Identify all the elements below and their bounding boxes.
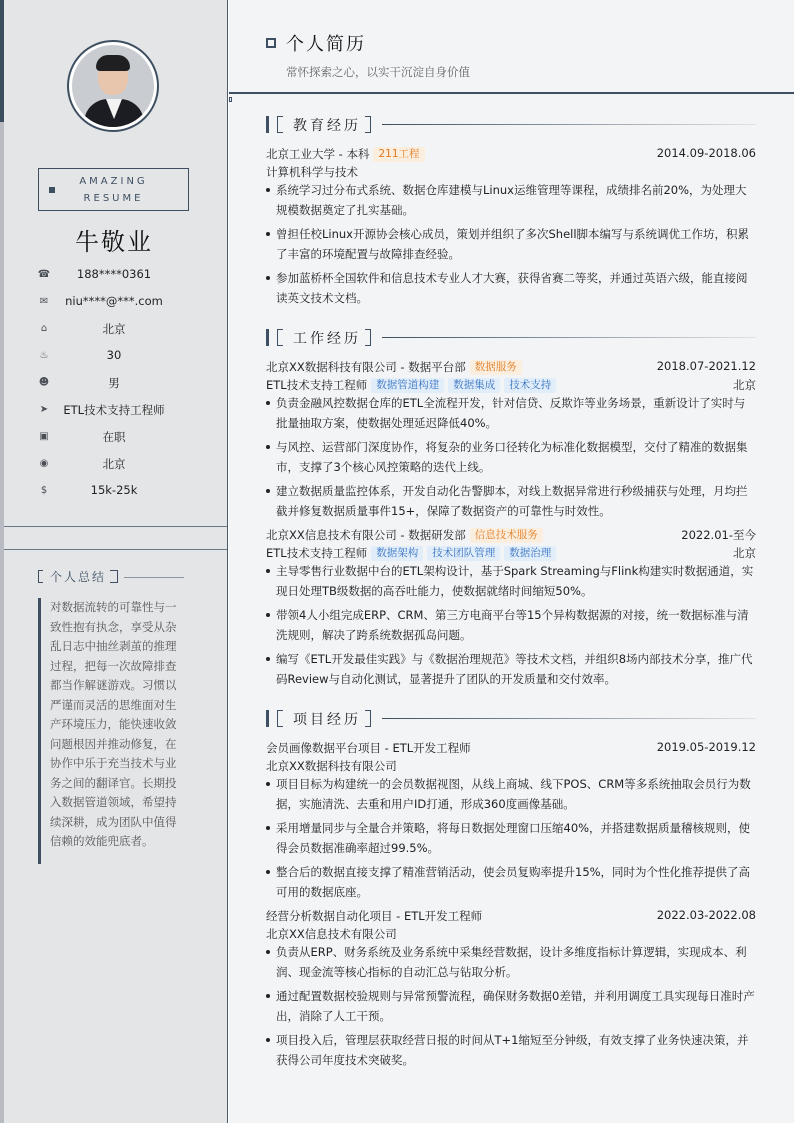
list-item: 主导零售行业数据中台的ETL架构设计，基于Spark Streaming与Flink构建实时数据通道，实现日处理TB级数据的高吞吐能力，使数据就绪时间缩短50%。 [266, 561, 756, 601]
birthday-cake-icon: ♨ [39, 349, 49, 361]
job-role: ETL技术支持工程师 [266, 546, 368, 560]
section-work-heading [266, 329, 756, 347]
education-date: 2014.09-2018.06 [656, 146, 756, 160]
list-item: 带领4人小组完成ERP、CRM、第三方电商平台等15个异构数据源的对接，统一数据标准与清洗规则，解决了跨系统数据孤岛问题。 [266, 605, 756, 645]
list-item: 参加蓝桥杯全国软件和信息技术专业人才大赛，获得省赛二等奖，并通过英语六级，能直接阅读英文技术文档。 [266, 268, 756, 308]
list-item: 建立数据质量监控体系，开发自动化告警脚本，对线上数据异常进行秒级捕获与处理，月均拦截并修复数据质量事件15+，保障了数据资产的可靠性与时效性。 [266, 481, 756, 521]
summary-text: 对数据流转的可靠性与一致性抱有执念，享受从杂乱日志中抽丝剥茧的推理过程，把每一次故障排查都当作解谜游戏。习惯以严谨而灵活的思维面对生产环境压力，能快速收敛问题根因并推动修复，在协作中乐于充当技术与业务之间的翻译官。长期投入数据管道领域，希望持续深耕，成为团队中值得信赖的效能兜底者。 [38, 598, 184, 864]
skill-tag: 数据管道构建 [371, 378, 444, 393]
money-icon: $ [40, 484, 48, 496]
avatar [67, 40, 159, 132]
tag-line-2: RESUME [83, 193, 144, 204]
section-projects-heading [266, 710, 756, 728]
info-salary-text: 15k-25k [90, 483, 138, 497]
industry-badge: 数据服务 [470, 360, 522, 375]
job-date: 2022.01-至今 [681, 528, 756, 542]
info-age [0, 343, 228, 370]
list-item: 曾担任校Linux开源协会核心成员，策划并组织了多次Shell脚本编写与系统调优工作坊，积累了丰富的环境配置与故障排查经验。 [266, 224, 756, 264]
list-item: 项目投入后，管理层获取经营日报的时间从T+1缩短至分钟级，有效支撑了业务快速决策，并获得公司年度技术突破奖。 [266, 1030, 756, 1070]
amazing-resume-tag [38, 168, 189, 211]
info-salary [0, 478, 228, 505]
skill-tag: 数据架构 [371, 546, 423, 561]
project-name: 经营分析数据自动化项目 - ETL开发工程师 [266, 909, 483, 923]
summary-heading [38, 568, 188, 584]
project-row [266, 908, 756, 925]
info-location [0, 451, 228, 478]
project-bullets [266, 942, 756, 1074]
sidebar-edge [0, 0, 4, 1123]
section-title: 项目经历 [293, 712, 361, 728]
list-item: 负责从ERP、财务系统及业务系统中采集经营数据，设计多维度指标计算逻辑，实现成本、利润、现金流等核心指标的自动汇总与钻取分析。 [266, 942, 756, 982]
school-badge: 211工程 [373, 147, 424, 162]
mail-icon: ✉ [39, 295, 49, 307]
job-bullets [266, 561, 756, 693]
project-company-row [266, 758, 756, 775]
list-item: 编写《ETL开发最佳实践》与《数据治理规范》等技术文档，并组织8场内部技术分享，推广代码Review与自动化测试，显著提升了团队的开发质量和交付效率。 [266, 649, 756, 689]
location-pin-icon: ◉ [39, 457, 49, 469]
sidebar-divider [4, 526, 227, 527]
project-company: 北京XX数据科技有限公司 [266, 759, 397, 773]
page-title: 个人简历 [286, 34, 366, 55]
company-name: 北京XX数据科技有限公司 - 数据平台部 [266, 360, 466, 374]
job-role: ETL技术支持工程师 [266, 378, 368, 392]
summary-title: 个人总结 [50, 570, 107, 584]
title-square-icon [266, 38, 276, 48]
home-icon: ⌂ [40, 322, 48, 334]
job-row [266, 527, 756, 544]
skill-tag: 数据集成 [448, 378, 500, 393]
list-item: 采用增量同步与全量合并策略，将每日数据处理窗口压缩40%，并搭建数据质量稽核规则，使得会员数据准确率超过99.5%。 [266, 818, 756, 858]
sidebar-edge-accent [0, 0, 4, 122]
skill-tag: 技术团队管理 [427, 546, 500, 561]
list-item: 项目目标为构建统一的会员数据视图，从线上商城、线下POS、CRM等多系统抽取会员行为数据，实施清洗、去重和用户ID打通，形成360度画像基础。 [266, 774, 756, 814]
skill-tag: 数据治理 [504, 546, 556, 561]
list-item: 整合后的数据直接支撑了精准营销活动，使会员复购率提升15%，同时为个性化推荐提供了高可用的数据底座。 [266, 862, 756, 902]
sidebar-divider [4, 549, 227, 550]
contact-info-list [0, 262, 228, 505]
info-email-text: niu****@***.com [65, 294, 163, 308]
job-city: 北京 [733, 546, 756, 560]
briefcase-icon: ▣ [39, 430, 49, 442]
list-item: 通过配置数据校验规则与异常预警流程，确保财务数据0差错，并利用调度工具实现每日准时产出，消除了人工干预。 [266, 986, 756, 1026]
project-company: 北京XX信息技术有限公司 [266, 927, 397, 941]
section-education-heading [266, 116, 756, 134]
info-status-text: 在职 [102, 430, 126, 444]
section-title: 工作经历 [293, 331, 361, 347]
school-name: 北京工业大学 - 本科 [266, 147, 370, 161]
header-divider-mark [229, 97, 232, 102]
sidebar [0, 0, 228, 1123]
job-row [266, 359, 756, 376]
page-subtitle: 常怀探索之心，以实干沉淀自身价值 [286, 65, 470, 79]
job-bullets [266, 393, 756, 525]
info-gender-text: 男 [108, 376, 120, 390]
project-company-row [266, 926, 756, 943]
list-item: 负责金融风控数据仓库的ETL全流程开发，针对信贷、反欺诈等业务场景，重新设计了实时与批量抽取方案，使数据处理延迟降低40%。 [266, 393, 756, 433]
major-row [266, 164, 756, 181]
info-gender [0, 370, 228, 397]
info-home [0, 316, 228, 343]
job-role-row [266, 377, 756, 394]
company-name: 北京XX信息技术有限公司 - 数据研发部 [266, 528, 466, 542]
project-bullets [266, 774, 756, 906]
info-phone [0, 262, 228, 289]
face-icon: ☻ [38, 376, 50, 388]
section-title: 教育经历 [293, 118, 361, 134]
job-city: 北京 [733, 378, 756, 392]
project-name: 会员画像数据平台项目 - ETL开发工程师 [266, 741, 471, 755]
job-date: 2018.07-2021.12 [656, 359, 756, 373]
info-home-text: 北京 [102, 322, 126, 336]
list-item: 系统学习过分布式系统、数据仓库建模与Linux运维管理等课程，成绩排名前20%，为处理大规模数据奠定了扎实基础。 [266, 180, 756, 220]
paper-plane-icon: ➤ [39, 403, 49, 415]
project-date: 2022.03-2022.08 [656, 908, 756, 922]
education-row [266, 146, 756, 163]
major: 计算机科学与技术 [266, 165, 358, 179]
header-divider [229, 92, 794, 94]
list-item: 与风控、运营部门深度协作，将复杂的业务口径转化为标准化数据模型，交付了精准的数据集市，支撑了3个核心风控策略的迭代上线。 [266, 437, 756, 477]
project-row [266, 740, 756, 757]
info-status [0, 424, 228, 451]
phone-icon: ☎ [37, 268, 51, 280]
job-role-row [266, 545, 756, 562]
info-email [0, 289, 228, 316]
tag-line-1: AMAZING [79, 176, 148, 187]
info-phone-text: 188****0361 [76, 267, 152, 281]
avatar-photo [72, 45, 154, 127]
candidate-name: 牛敬业 [75, 228, 153, 256]
info-location-text: 北京 [102, 457, 126, 471]
project-date: 2019.05-2019.12 [656, 740, 756, 754]
education-bullets [266, 180, 756, 312]
main-content [229, 0, 794, 1123]
info-position-text: ETL技术支持工程师 [63, 403, 165, 417]
info-age-text: 30 [106, 348, 122, 362]
skill-tag: 技术支持 [504, 378, 556, 393]
info-position [0, 397, 228, 424]
industry-badge: 信息技术服务 [470, 528, 543, 543]
